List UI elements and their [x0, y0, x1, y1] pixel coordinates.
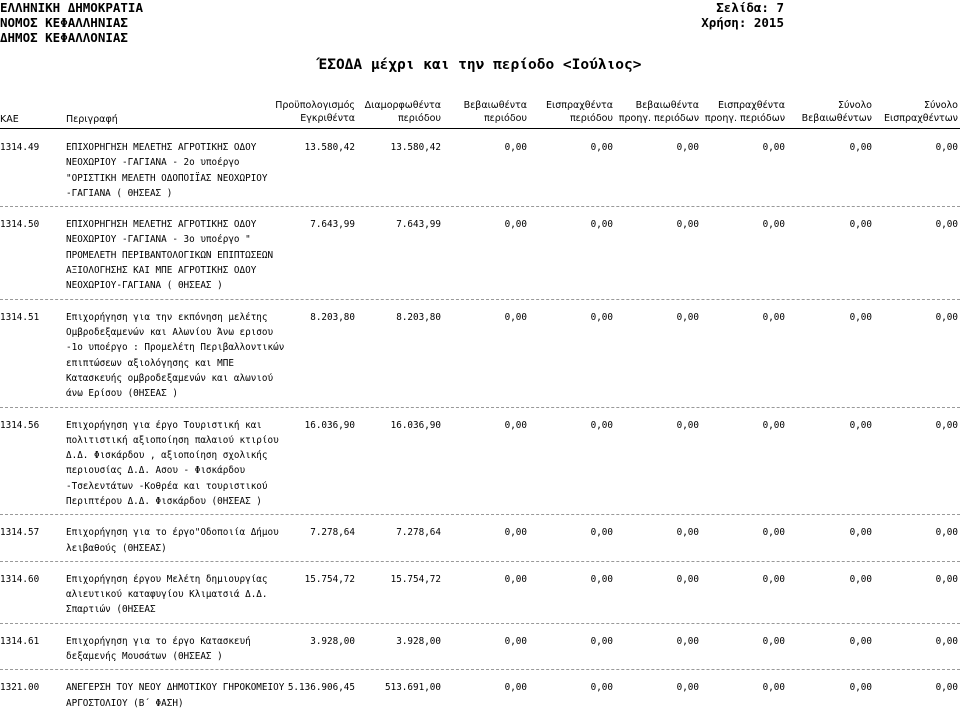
row-description-line: ΝΕΟΧΩΡΙΟΥ -ΓΑΓΙΑΝΑ - 3ο υποέργο "	[66, 234, 251, 246]
row-description-line: πολιτιστική αξιοποίηση παλαιού κτιρίου	[66, 434, 279, 446]
row-value-revised: 7.643,99	[396, 219, 441, 231]
header-municipality: ΔΗΜΟΣ ΚΕΦΑΛΛΟΝΙΑΣ	[0, 30, 128, 45]
row-code: 1314.51	[0, 311, 40, 323]
row-description	[66, 140, 268, 201]
row-value-collected-prev: 0,00	[762, 419, 785, 431]
row-description-line: ΝΕΟΧΩΡΙΟΥ-ΓΑΓΙΑΝΑ ( ΘΗΣΕΑΣ )	[66, 280, 223, 292]
row-value-budget: 13.580,42	[304, 142, 355, 153]
column-budget	[270, 100, 355, 124]
row-value-collected: 0,00	[590, 311, 613, 323]
row-value-total-collected: 0,00	[935, 682, 958, 694]
row-value-certified-prev: 0,00	[676, 682, 699, 694]
row-value-revised: 7.278,64	[396, 527, 441, 539]
row-value-total-collected: 0,00	[935, 311, 958, 323]
column-collected-prev-line2: προηγ. περιόδων	[704, 113, 785, 124]
column-certified-line2: περιόδου	[483, 113, 527, 124]
header-divider	[0, 128, 960, 129]
row-value-collected-prev: 0,00	[762, 527, 785, 539]
row-value-total-collected: 0,00	[935, 419, 958, 431]
row-value-collected: 0,00	[590, 635, 613, 647]
row-description-line: Επιχορήγηση για έργο Τουριστική και	[66, 419, 262, 431]
row-value-total-certified: 0,00	[849, 527, 872, 539]
row-description-line: Επιχορήγηση έργου Μελέτη δημιουργίας	[66, 573, 268, 585]
column-total-certified	[785, 100, 872, 124]
row-value-budget: 5.136.906,45	[287, 682, 355, 694]
row-value-collected-prev: 0,00	[762, 682, 785, 694]
row-value-budget: 3.928,00	[310, 635, 355, 647]
row-description-line: δεξαμενής Μουσάτων (ΘΗΣΕΑΣ )	[66, 651, 223, 663]
row-separator	[0, 669, 960, 670]
row-description-line: "ΟΡΙΣΤΙΚΗ ΜΕΛΕΤΗ ΟΔΟΠΟΙΪΑΣ ΝΕΟΧΩΡΙΟΥ	[66, 172, 268, 184]
row-description-line: ΑΞΙΟΛΟΓΗΣΗΣ ΚΑΙ ΜΠΕ ΑΓΡΟΤΙΚΗΣ ΟΔΟΥ	[66, 265, 257, 277]
row-separator	[0, 299, 960, 300]
row-value-certified: 0,00	[504, 419, 527, 431]
row-code: 1314.60	[0, 573, 40, 585]
row-description-line: περιουσίας Δ.Δ. Ασου - Φισκάρδου	[66, 465, 246, 477]
row-code: 1321.00	[0, 682, 40, 694]
row-description-line: Σπαρτιών (ΘΗΣΕΑΣ	[66, 604, 156, 616]
fiscal-year: Χρήση: 2015	[701, 15, 784, 30]
row-code: 1314.56	[0, 419, 40, 431]
row-value-certified: 0,00	[504, 682, 527, 694]
row-value-certified: 0,00	[504, 219, 527, 231]
column-total-certified-line1: Σύνολο	[837, 100, 872, 111]
row-description-line: -ΓΑΓΙΑΝΑ ( ΘΗΣΕΑΣ )	[66, 187, 173, 199]
row-code: 1314.49	[0, 142, 40, 153]
row-value-collected-prev: 0,00	[762, 219, 785, 231]
row-description-line: ΕΠΙΧΟΡΗΓΗΣΗ ΜΕΛΕΤΗΣ ΑΓΡΟΤΙΚΗΣ ΟΔΟΥ	[66, 142, 257, 153]
row-description-line: Επιχορήγηση για το έργο"Οδοποιία Δήμου	[66, 527, 279, 539]
header-right	[700, 0, 784, 30]
row-value-budget: 7.643,99	[310, 219, 355, 231]
row-separator	[0, 623, 960, 624]
column-total-certified-line2: Βεβαιωθέντων	[801, 113, 872, 124]
row-value-total-collected: 0,00	[935, 527, 958, 539]
row-description-line: -Τσελεντάτων -Κοθρέα και τουριστικού	[66, 480, 268, 492]
row-code: 1314.50	[0, 219, 40, 231]
row-value-certified-prev: 0,00	[676, 311, 699, 323]
row-separator	[0, 206, 960, 207]
row-value-collected-prev: 0,00	[762, 635, 785, 647]
row-value-collected-prev: 0,00	[762, 573, 785, 585]
row-value-certified: 0,00	[504, 311, 527, 323]
column-total-collected	[872, 100, 958, 124]
row-description-line: ΑΡΓΟΣΤΟΛΙΟΥ (Β΄ ΦΑΣΗ)	[66, 697, 184, 709]
report-title: ΈΣΟΔΑ μέχρι και την περίοδο <Ιούλιος>	[318, 57, 642, 73]
row-value-revised: 513.691,00	[385, 682, 441, 694]
row-value-collected: 0,00	[590, 142, 613, 153]
row-value-certified-prev: 0,00	[676, 142, 699, 153]
row-value-collected: 0,00	[590, 573, 613, 585]
row-value-total-certified: 0,00	[849, 682, 872, 694]
table-row	[0, 680, 960, 711]
row-description-line: Κατασκευής ομβροδεξαμενών και αλωνιού	[66, 372, 274, 384]
table-row	[0, 525, 960, 556]
row-description-line: αλιευτικού καταφυγίου Κλιματσιά Δ.Δ.	[66, 589, 268, 601]
row-value-certified-prev: 0,00	[676, 635, 699, 647]
column-collected-line2: περιόδου	[569, 113, 613, 124]
row-description	[66, 310, 284, 402]
column-collected	[527, 100, 613, 124]
column-certified-prev	[613, 100, 699, 124]
row-description	[66, 217, 273, 293]
column-certified-prev-line1: Βεβαιωθέντα	[635, 100, 699, 111]
row-description-line: ΑΝΕΓΕΡΣΗ ΤΟΥ ΝΕΟΥ ΔΗΜΟΤΙΚΟΥ ΓΗΡΟΚΟΜΕΙΟΥ	[66, 682, 285, 694]
column-budget-line2: Εγκριθέντα	[300, 113, 355, 124]
row-value-total-collected: 0,00	[935, 219, 958, 231]
row-value-total-certified: 0,00	[849, 311, 872, 323]
row-separator	[0, 561, 960, 562]
column-total-collected-line1: Σύνολο	[923, 100, 958, 111]
row-value-certified-prev: 0,00	[676, 419, 699, 431]
column-kae: ΚΑΕ	[0, 114, 19, 125]
row-value-certified-prev: 0,00	[676, 573, 699, 585]
row-description-line: λειβαθούς (ΘΗΣΕΑΣ)	[66, 542, 167, 554]
row-value-total-collected: 0,00	[935, 573, 958, 585]
row-description	[66, 525, 279, 556]
row-value-collected: 0,00	[590, 527, 613, 539]
row-description	[66, 418, 279, 510]
column-revised	[355, 100, 441, 124]
row-value-budget: 15.754,72	[304, 573, 355, 585]
table-row	[0, 572, 960, 618]
row-value-certified-prev: 0,00	[676, 219, 699, 231]
column-certified	[441, 100, 527, 124]
row-value-revised: 15.754,72	[390, 573, 441, 585]
row-description	[66, 634, 251, 665]
row-description-line: -1ο υποέργο : Προμελέτη Περιβαλλοντικών	[66, 342, 285, 354]
row-value-total-collected: 0,00	[935, 635, 958, 647]
row-description	[66, 680, 284, 711]
column-total-collected-line2: Εισπραχθέντων	[884, 113, 958, 124]
row-description-line: ΠΡΟΜΕΛΕΤΗ ΠΕΡΙΒΑΝΤΟΛΟΓΙΚΩΝ ΕΠΙΠΤΩΣΕΩΝ	[66, 249, 274, 261]
page-number: Σελίδα: 7	[716, 0, 784, 15]
column-collected-line1: Εισπραχθέντα	[546, 100, 613, 111]
row-value-collected-prev: 0,00	[762, 142, 785, 153]
row-description-line: Περιπτέρου Δ.Δ. Φισκάρδου (ΘΗΣΕΑΣ )	[66, 495, 262, 507]
header-country: ΕΛΛΗΝΙΚΗ ΔΗΜΟΚΡΑΤΙΑ	[0, 0, 143, 15]
row-value-revised: 16.036,90	[390, 419, 441, 431]
row-description-line: Επιχορήγηση για την εκπόνηση μελέτης	[66, 311, 268, 323]
column-certified-line1: Βεβαιωθέντα	[463, 100, 527, 111]
row-description	[66, 572, 268, 618]
row-code: 1314.61	[0, 635, 40, 647]
row-value-total-certified: 0,00	[849, 142, 872, 153]
row-description-line: ΝΕΟΧΩΡΙΟΥ -ΓΑΓΙΑΝΑ - 2ο υποέργο	[66, 157, 240, 169]
row-value-certified: 0,00	[504, 527, 527, 539]
row-value-collected: 0,00	[590, 682, 613, 694]
row-value-budget: 8.203,80	[310, 311, 355, 323]
row-description-line: Δ.Δ. Φισκάρδου , αξιοποίηση σχολικής	[66, 450, 268, 462]
column-description: Περιγραφή	[66, 114, 118, 125]
row-value-budget: 16.036,90	[304, 419, 355, 431]
row-value-collected: 0,00	[590, 419, 613, 431]
row-description-line: ΕΠΙΧΟΡΗΓΗΣΗ ΜΕΛΕΤΗΣ ΑΓΡΟΤΙΚΗΣ ΟΔΟΥ	[66, 219, 257, 231]
column-collected-prev-line1: Εισπραχθέντα	[718, 100, 785, 111]
column-revised-line1: Διαμορφωθέντα	[364, 100, 441, 111]
column-certified-prev-line2: προηγ. περιόδων	[618, 113, 699, 124]
header-prefecture: ΝΟΜΟΣ ΚΕΦΑΛΛΗΝΙΑΣ	[0, 15, 128, 30]
row-value-collected: 0,00	[590, 219, 613, 231]
row-value-certified: 0,00	[504, 573, 527, 585]
row-code: 1314.57	[0, 527, 40, 539]
row-value-revised: 13.580,42	[390, 142, 441, 153]
row-value-revised: 3.928,00	[396, 635, 441, 647]
column-collected-prev	[699, 100, 785, 124]
column-budget-line1: Προϋπολογισμός	[275, 100, 355, 111]
row-description-line: άνω Ερίσου (ΘΗΣΕΑΣ )	[66, 388, 178, 400]
row-description-line: Ομβροδεξαμενών και Αλωνίου Άνω ερισου	[66, 326, 274, 338]
table-row	[0, 634, 960, 665]
row-value-total-collected: 0,00	[935, 142, 958, 153]
row-value-certified: 0,00	[504, 635, 527, 647]
row-value-total-certified: 0,00	[849, 219, 872, 231]
header-left	[0, 0, 143, 45]
row-description-line: επιπτώσεων αξιολόγησης και ΜΠΕ	[66, 357, 234, 369]
row-value-certified-prev: 0,00	[676, 527, 699, 539]
row-value-revised: 8.203,80	[396, 311, 441, 323]
table-row	[0, 418, 960, 510]
row-value-certified: 0,00	[504, 142, 527, 153]
column-revised-line2: περιόδου	[397, 113, 441, 124]
row-value-total-certified: 0,00	[849, 419, 872, 431]
row-description-line: Επιχορήγηση για το έργο Κατασκευή	[66, 635, 251, 647]
row-value-collected-prev: 0,00	[762, 311, 785, 323]
table-row	[0, 217, 960, 294]
table-row	[0, 310, 960, 402]
row-value-total-certified: 0,00	[849, 573, 872, 585]
row-value-budget: 7.278,64	[310, 527, 355, 539]
row-value-total-certified: 0,00	[849, 635, 872, 647]
row-separator	[0, 514, 960, 515]
row-separator	[0, 407, 960, 408]
table-row	[0, 140, 960, 201]
